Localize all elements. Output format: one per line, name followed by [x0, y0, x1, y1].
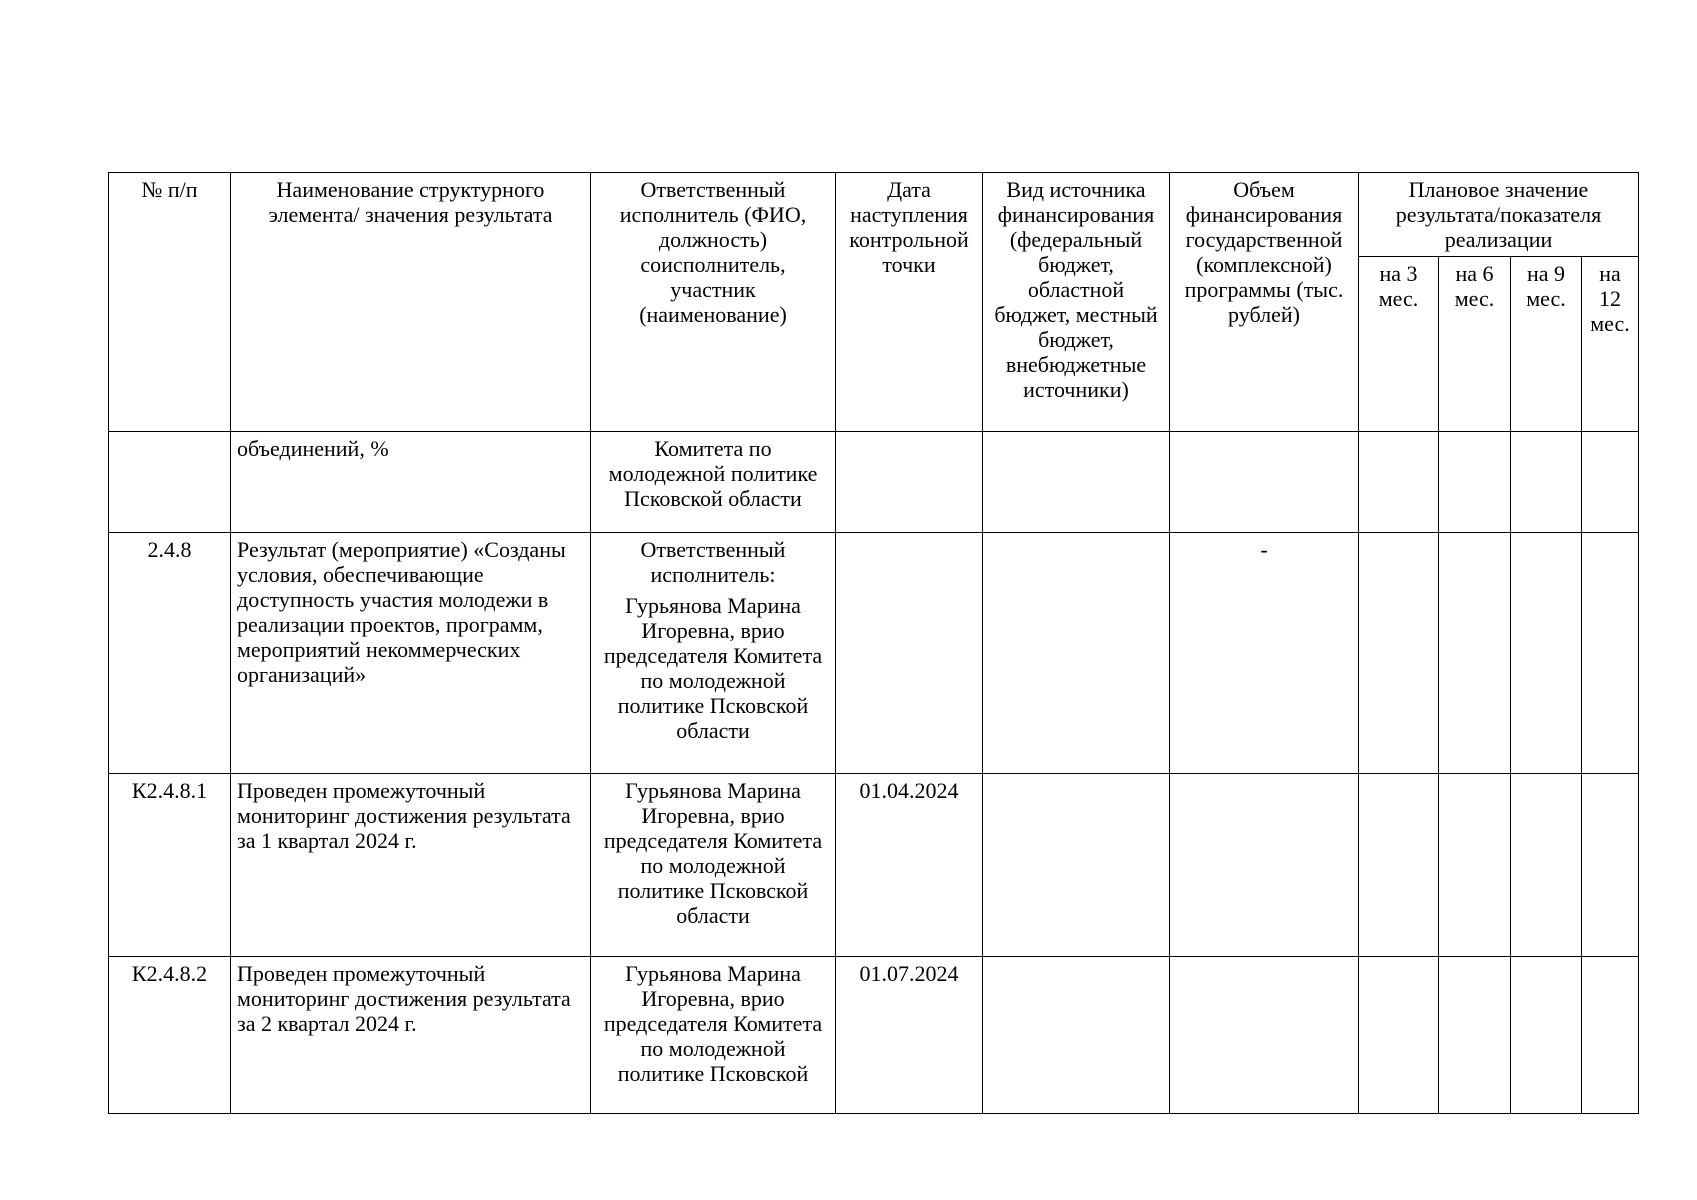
- row-responsible: [591, 957, 836, 1114]
- header-sub-6: на 6 мес.: [1439, 257, 1511, 432]
- row-responsible: [591, 774, 836, 957]
- row-m12: [1582, 957, 1639, 1114]
- row-source: [983, 774, 1170, 957]
- row-num: 2.4.8: [109, 533, 231, 774]
- table-row: [109, 774, 1639, 957]
- header-sub-9: на 9 мес.: [1511, 257, 1582, 432]
- header-num: № п/п: [109, 173, 231, 432]
- header-sub-12: на 12 мес.: [1582, 257, 1639, 432]
- header-name: Наименование структурного элемента/ значения результата: [231, 173, 591, 432]
- row-name: объединений, %: [231, 432, 591, 533]
- table-row: [109, 432, 1639, 533]
- row-volume: [1170, 774, 1359, 957]
- table-row: [109, 533, 1639, 774]
- row-name: Проведен промежуточный мониторинг достижения результата за 1 квартал 2024 г.: [231, 774, 591, 957]
- header-planned: Плановое значение результата/показателя реализации: [1359, 173, 1639, 257]
- row-m12: [1582, 774, 1639, 957]
- row-volume: [1170, 432, 1359, 533]
- row-m3: [1359, 432, 1439, 533]
- row-m6: [1439, 774, 1511, 957]
- row-source: [983, 432, 1170, 533]
- row-responsible: [591, 432, 836, 533]
- row-date: [836, 432, 983, 533]
- header-sub-3: на 3 мес.: [1359, 257, 1439, 432]
- row-responsible: [591, 533, 836, 774]
- plan-table: [108, 172, 1639, 1114]
- row-date: 01.07.2024: [836, 957, 983, 1114]
- row-m9: [1511, 533, 1582, 774]
- table-row: [109, 957, 1639, 1114]
- responsible-text: Гурьянова Марина Игоревна, врио председателя Комитета по молодежной политике Псковской области: [603, 593, 823, 743]
- row-m9: [1511, 432, 1582, 533]
- row-m12: [1582, 432, 1639, 533]
- header-responsible: Ответственный исполнитель (ФИО, должность) соисполнитель, участник (наименование): [591, 173, 836, 432]
- row-num: [109, 432, 231, 533]
- row-date: [836, 533, 983, 774]
- header-volume: Объем финансирования государственной (комплексной) программы (тыс. рублей): [1170, 173, 1359, 432]
- row-m9: [1511, 957, 1582, 1114]
- row-volume: -: [1170, 533, 1359, 774]
- row-date: 01.04.2024: [836, 774, 983, 957]
- responsible-text: Гурьянова Марина Игоревна, врио председателя Комитета по молодежной политике Псковской: [603, 961, 823, 1086]
- row-name: Результат (мероприятие) «Созданы условия, обеспечивающие доступность участия молодежи в реализации проектов, программ, мероприятий некоммерческих организаций»: [231, 533, 591, 774]
- row-name: Проведен промежуточный мониторинг достижения результата за 2 квартал 2024 г.: [231, 957, 591, 1114]
- row-source: [983, 957, 1170, 1114]
- row-num: К2.4.8.2: [109, 957, 231, 1114]
- header-source: Вид источника финансирования (федеральный бюджет, областной бюджет, местный бюджет, внебюджетные источники): [983, 173, 1170, 432]
- responsible-text: Гурьянова Марина Игоревна, врио председателя Комитета по молодежной политике Псковской области: [603, 778, 823, 928]
- header-date: Дата наступления контрольной точки: [836, 173, 983, 432]
- row-m6: [1439, 432, 1511, 533]
- row-m3: [1359, 957, 1439, 1114]
- row-source: [983, 533, 1170, 774]
- row-m3: [1359, 533, 1439, 774]
- row-m9: [1511, 774, 1582, 957]
- row-m3: [1359, 774, 1439, 957]
- row-volume: [1170, 957, 1359, 1114]
- row-m6: [1439, 957, 1511, 1114]
- row-num: К2.4.8.1: [109, 774, 231, 957]
- row-m6: [1439, 533, 1511, 774]
- responsible-label: Ответственный исполнитель:: [640, 537, 786, 587]
- responsible-text: Комитета по молодежной политике Псковской области: [608, 436, 818, 511]
- row-m12: [1582, 533, 1639, 774]
